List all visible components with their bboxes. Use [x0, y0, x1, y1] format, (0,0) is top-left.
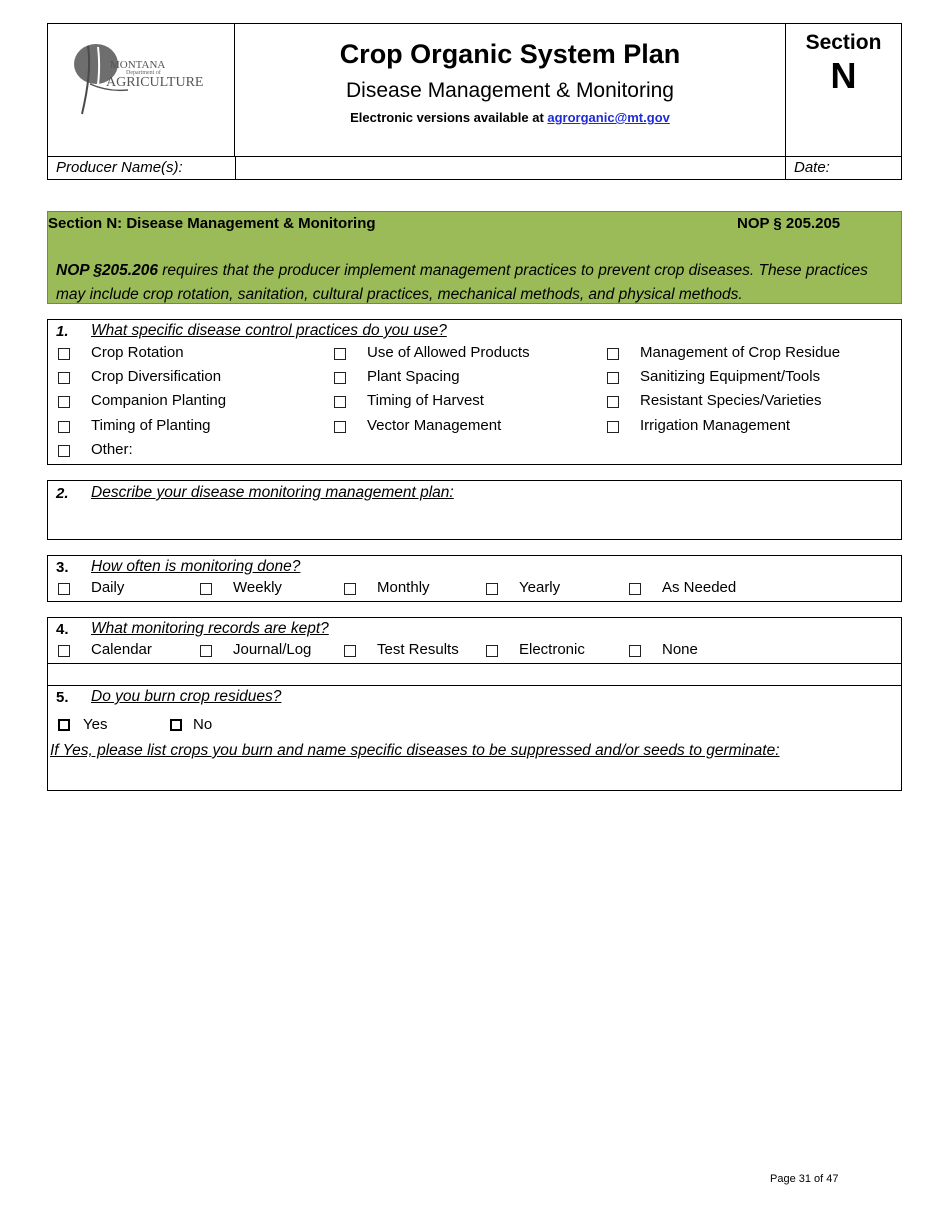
- section-label: Section: [805, 31, 882, 54]
- q3-option-2-label: Monthly: [377, 579, 430, 596]
- q3-option-1-checkbox[interactable]: [200, 583, 212, 595]
- practice-col2-1-checkbox[interactable]: [334, 372, 346, 384]
- question-4-box: [47, 617, 902, 664]
- email-link[interactable]: agrorganic@mt.gov: [547, 110, 670, 125]
- document-title: Crop Organic System Plan: [339, 39, 681, 69]
- burn-yes-checkbox[interactable]: [58, 719, 70, 731]
- question-3-text: How often is monitoring done?: [91, 558, 301, 575]
- practice-col2-1-label: Plant Spacing: [367, 368, 460, 386]
- q3-option-0-checkbox[interactable]: [58, 583, 70, 595]
- monitoring-plan-field[interactable]: [56, 509, 891, 535]
- burn-yes-label: Yes: [83, 716, 108, 733]
- practice-col1-2-checkbox[interactable]: [58, 396, 70, 408]
- logo-cell: [48, 24, 235, 157]
- q4-option-3-label: Electronic: [519, 641, 585, 658]
- practice-col1-1-checkbox[interactable]: [58, 372, 70, 384]
- question-2-number: 2.: [56, 485, 69, 502]
- practice-col3-2-checkbox[interactable]: [607, 396, 619, 408]
- question-5-box: [47, 663, 902, 791]
- q4-option-0-checkbox[interactable]: [58, 645, 70, 657]
- title-cell: [235, 24, 786, 157]
- q3-option-3-checkbox[interactable]: [486, 583, 498, 595]
- practice-col2-2-checkbox[interactable]: [334, 396, 346, 408]
- banner-nop-reference: NOP § 205.205: [737, 215, 841, 232]
- question-2-box: [47, 480, 902, 540]
- q3-option-2-checkbox[interactable]: [344, 583, 356, 595]
- q3-option-0-label: Daily: [91, 579, 125, 596]
- practice-col1-3-checkbox[interactable]: [58, 421, 70, 433]
- practice-col2-2-label: Timing of Harvest: [367, 392, 484, 410]
- q4-option-0-label: Calendar: [91, 641, 152, 658]
- date-field[interactable]: [838, 157, 900, 179]
- section-cell: [786, 24, 901, 157]
- q4-option-1-label: Journal/Log: [233, 641, 312, 658]
- practice-col3-2-label: Resistant Species/Varieties: [640, 392, 822, 410]
- question-5-divider: [48, 685, 901, 686]
- section-letter: N: [830, 55, 857, 96]
- q4-option-2-label: Test Results: [377, 641, 459, 658]
- question-5-number: 5.: [56, 689, 69, 706]
- q3-option-4-label: As Needed: [662, 579, 737, 596]
- q4-option-3-checkbox[interactable]: [486, 645, 498, 657]
- practice-col3-0-label: Management of Crop Residue: [640, 344, 841, 361]
- practice-col3-0-checkbox[interactable]: [607, 348, 619, 360]
- producer-row: [48, 157, 901, 179]
- practice-col1-0-label: Crop Rotation: [91, 344, 184, 361]
- practice-col1-4-label: Other:: [91, 440, 133, 458]
- producer-name-field[interactable]: [235, 157, 786, 179]
- q3-option-4-checkbox[interactable]: [629, 583, 641, 595]
- question-2-text: Describe your disease monitoring management plan:: [91, 484, 454, 501]
- date-label: Date:: [794, 159, 830, 176]
- logo-text-1: MONTANA: [110, 59, 166, 71]
- montana-agriculture-logo: [68, 42, 218, 117]
- practice-col1-3-label: Timing of Planting: [91, 416, 211, 434]
- banner-description-text: requires that the producer implement management practices to prevent crop diseases. These practices may include crop rotation, sanitation, cultural practices, mechanical methods, and physical methods.: [56, 262, 868, 303]
- burn-followup-text: If Yes, please list crops you burn and name specific diseases to be suppressed and/or seeds to germinate:: [50, 742, 780, 759]
- banner-title: Section N: Disease Management & Monitoring: [48, 215, 376, 232]
- practice-col1-2-label: Companion Planting: [91, 392, 227, 410]
- practice-col2-0-label: Use of Allowed Products: [367, 344, 530, 361]
- q4-option-2-checkbox[interactable]: [344, 645, 356, 657]
- banner-nop-bold: NOP §205.206: [56, 262, 158, 279]
- note-prefix: Electronic versions available at: [350, 110, 548, 125]
- practice-col1-4-checkbox[interactable]: [58, 445, 70, 457]
- question-4-number: 4.: [56, 621, 69, 638]
- practice-col2-3-label: Vector Management: [367, 416, 502, 434]
- q3-option-1-label: Weekly: [233, 579, 282, 596]
- question-3-number: 3.: [56, 559, 69, 576]
- q4-option-4-label: None: [662, 641, 698, 658]
- burn-no-label: No: [193, 716, 213, 733]
- question-1-number: 1.: [56, 323, 69, 340]
- question-1-box: [47, 319, 902, 465]
- producer-name-label: Producer Name(s):: [56, 159, 183, 176]
- banner-description: [56, 259, 896, 307]
- logo-text-3: AGRICULTURE: [106, 75, 204, 90]
- question-4-text: What monitoring records are kept?: [91, 620, 329, 637]
- document-subtitle: Disease Management & Monitoring: [345, 79, 674, 102]
- practice-col2-0-checkbox[interactable]: [334, 348, 346, 360]
- logo-text-2: Department of: [126, 70, 161, 76]
- page-number: Page 31 of 47: [770, 1173, 839, 1185]
- question-1-text: What specific disease control practices do you use?: [91, 322, 447, 339]
- practice-col3-1-checkbox[interactable]: [607, 372, 619, 384]
- practice-col1-0-checkbox[interactable]: [58, 348, 70, 360]
- practice-col3-3-checkbox[interactable]: [607, 421, 619, 433]
- practice-col3-3-label: Irrigation Management: [640, 416, 791, 434]
- electronic-note: [235, 110, 785, 125]
- q4-option-1-checkbox[interactable]: [200, 645, 212, 657]
- burn-no-checkbox[interactable]: [170, 719, 182, 731]
- q3-option-3-label: Yearly: [519, 579, 561, 596]
- section-banner: [47, 211, 902, 304]
- question-5-text: Do you burn crop residues?: [91, 688, 282, 705]
- question-3-box: [47, 555, 902, 602]
- practice-col2-3-checkbox[interactable]: [334, 421, 346, 433]
- practice-col3-1-label: Sanitizing Equipment/Tools: [640, 368, 821, 386]
- header-table: [47, 23, 902, 180]
- burn-crops-field[interactable]: [56, 766, 891, 788]
- q4-option-4-checkbox[interactable]: [629, 645, 641, 657]
- practice-col1-1-label: Crop Diversification: [91, 368, 222, 386]
